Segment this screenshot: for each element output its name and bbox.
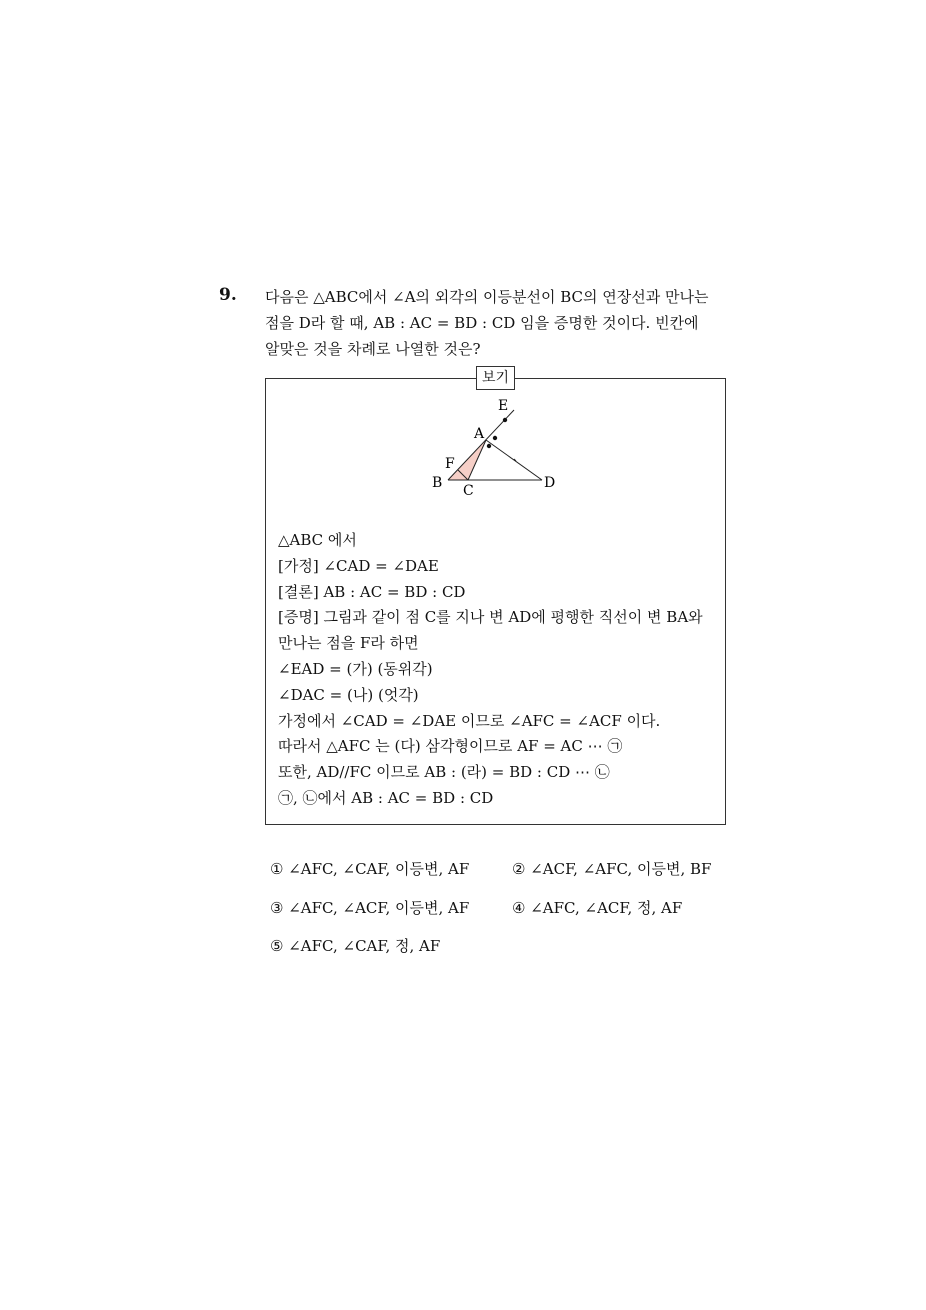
- angle-mark-cad: [487, 444, 491, 448]
- proof-line-6: ∠EAD = (가) (동위각): [278, 659, 433, 678]
- label-a: A: [474, 426, 485, 442]
- stem-line-2: 점을 D라 할 때, AB : AC = BD : CD 임을 증명한 것이다. 빈칸에: [265, 314, 699, 332]
- proof-body: [278, 528, 703, 812]
- proof-line-9: 따라서 △AFC 는 (다) 삼각형이므로 AF = AC ⋯ ㉠: [278, 737, 623, 756]
- proof-line-3: [결론] AB : AC = BD : CD: [278, 582, 466, 601]
- label-d: D: [544, 475, 556, 491]
- choice-2[interactable]: ② ∠ACF, ∠AFC, 이등변, BF: [512, 860, 712, 878]
- proof-line-2: [가정] ∠CAD = ∠DAE: [278, 556, 439, 575]
- proof-line-1: △ABC 에서: [278, 531, 357, 549]
- stem-line-3: 알맞은 것을 차례로 나열한 것은?: [265, 340, 481, 358]
- label-f: F: [445, 456, 455, 472]
- proof-line-4: [증명] 그림과 같이 점 C를 지나 변 AD에 평행한 직선이 변 BA와: [278, 608, 703, 627]
- bogi-title: 보기: [476, 366, 515, 390]
- proof-line-11: ㉠, ㉡에서 AB : AC = BD : CD: [278, 788, 494, 807]
- proof-line-8: 가정에서 ∠CAD = ∠DAE 이므로 ∠AFC = ∠ACF 이다.: [278, 711, 661, 730]
- label-b: B: [432, 475, 443, 491]
- choice-3[interactable]: ③ ∠AFC, ∠ACF, 이등변, AF: [270, 899, 470, 917]
- choice-1[interactable]: ① ∠AFC, ∠CAF, 이등변, AF: [270, 860, 470, 878]
- question-number: 9.: [219, 285, 237, 305]
- choice-4[interactable]: ④ ∠AFC, ∠ACF, 정, AF: [512, 899, 683, 917]
- angle-mark-dae: [503, 418, 507, 422]
- line-a-d: [486, 440, 542, 480]
- label-c: C: [463, 483, 474, 496]
- proof-line-10: 또한, AD//FC 이므로 AB : (라) = BD : CD ⋯ ㉡: [278, 763, 610, 782]
- proof-line-7: ∠DAC = (나) (엇각): [278, 685, 419, 704]
- proof-line-5: 만나는 점을 F라 하면: [278, 634, 419, 653]
- question-stem: [265, 284, 735, 362]
- stem-line-1: 다음은 △ABC에서 ∠A의 외각의 이등분선이 BC의 연장선과 만나는: [265, 288, 709, 306]
- label-e: E: [498, 398, 509, 414]
- triangle-figure: [428, 396, 568, 496]
- angle-mark-dae-2: [493, 436, 497, 440]
- choice-5[interactable]: ⑤ ∠AFC, ∠CAF, 정, AF: [270, 937, 441, 955]
